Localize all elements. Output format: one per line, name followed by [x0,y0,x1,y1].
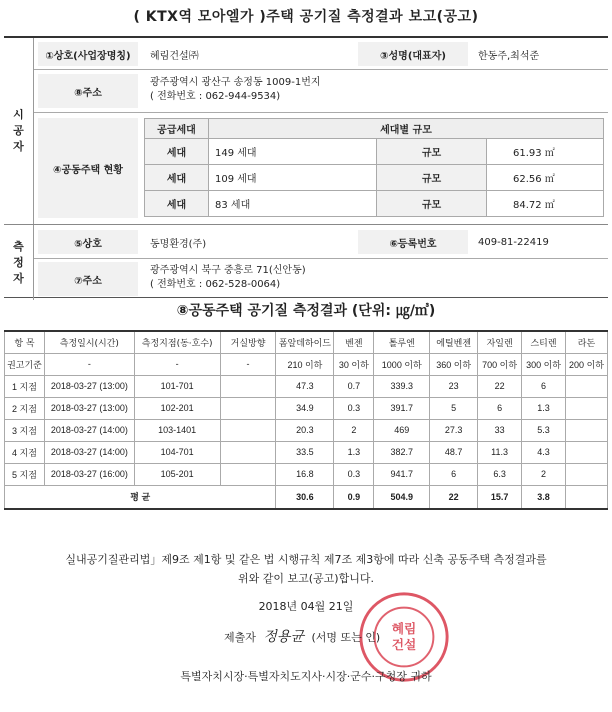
housing-row: 세대 109 세대 규모 62.56 ㎡ [145,165,604,191]
table-row: 4 지점 2018-03-27 (14:00) 104-701 33.5 1.3 382.7 48.7 11.3 4.3 [5,441,608,463]
table-row: 1 지점 2018-03-27 (13:00) 101-701 47.3 0.7 339.3 23 22 6 [5,375,608,397]
report-title: ( KTX역 모아엘가 )주택 공기질 측정결과 보고(공고) [133,9,479,25]
table-row: 3 지점 2018-03-27 (14:00) 103-1401 20.3 2 469 27.3 33 5.3 [5,419,608,441]
table-row: 2 지점 2018-03-27 (13:00) 102-201 34.9 0.3 391.7 5 6 1.3 [5,397,608,419]
measurer-addr-label: ⑦주소 [38,262,138,296]
housing-row: 세대 83 세대 규모 84.72 ㎡ [145,191,604,217]
housing-row: 세대 149 세대 규모 61.93 ㎡ [145,139,604,165]
measurer-reg-label: ⑥등록번호 [358,230,468,254]
sign-note: (서명 또는 인) [311,631,381,644]
supply-header: 공급세대 [145,119,209,139]
report-date: 2018년 04월 21일 [258,600,354,613]
measurer-name-label: ⑤상호 [38,230,138,254]
builder-addr: 광주광역시 광산구 송정동 1009-1번지 ( 전화번호 : 062-944-9534) [150,77,321,102]
scale-header: 세대별 규모 [209,119,604,139]
measurer-name: 동명환경(주) [150,238,207,250]
builder-name: 혜림건설㈜ [150,50,199,62]
builder-name-label: ①상호(사업장명칭) [38,42,138,66]
submitter-line [224,626,380,646]
recipient-line: 특별자치시장·특별자치도지사·시장·군수·구청장 귀하 [180,670,432,683]
measurer-addr: 광주광역시 북구 중흥로 71(신안동) ( 전화번호 : 062-528-0064) [150,265,306,290]
results-table [4,330,608,510]
submitter-signature: 정용균 [263,629,304,645]
results-title: ⑧공동주택 공기질 측정결과 (단위: ㎍/㎥) [176,303,436,319]
measurer-reg: 409-81-22419 [478,236,549,248]
standard-row: 권고기준 - - - 210 이하 30 이하 1000 이하 360 이하 700 이하 300 이하 200 이하 [5,353,608,375]
info-section [4,36,608,298]
housing-status-table [144,118,604,217]
builder-rep-label: ③성명(대표자) [358,42,468,66]
legal-notice: 실내공기질관리법」제9조 제1항 및 같은 법 시행규칙 제7조 제3항에 따라 신축 공동주택 측정결과를 위와 같이 보고(공고)합니다. [65,553,547,585]
table-row: 5 지점 2018-03-27 (16:00) 105-201 16.8 0.3 941.7 6 6.3 2 [5,463,608,485]
submitter-label: 제출자 [224,631,256,644]
results-header-row: 항 목 측정일시(시간) 측정지점(동·호수) 거실방향 폼알데하이드 벤젠 톨루엔 에틸벤젠 자일렌 스티렌 라돈 [5,331,608,353]
builder-rep: 한동주,최석준 [478,50,540,62]
svg-text:건설: 건설 [391,637,417,653]
measurer-section-label: 측정자 [4,225,34,300]
builder-section-label: 시공자 [4,38,34,224]
svg-text:혜림: 혜림 [391,622,417,638]
average-label: 평 균 [5,485,276,509]
average-row: 평 균 30.6 0.9 504.9 22 15.7 3.8 [5,485,608,509]
housing-status-label: ④공동주택 현황 [38,118,138,218]
builder-addr-label: ⑧주소 [38,74,138,108]
